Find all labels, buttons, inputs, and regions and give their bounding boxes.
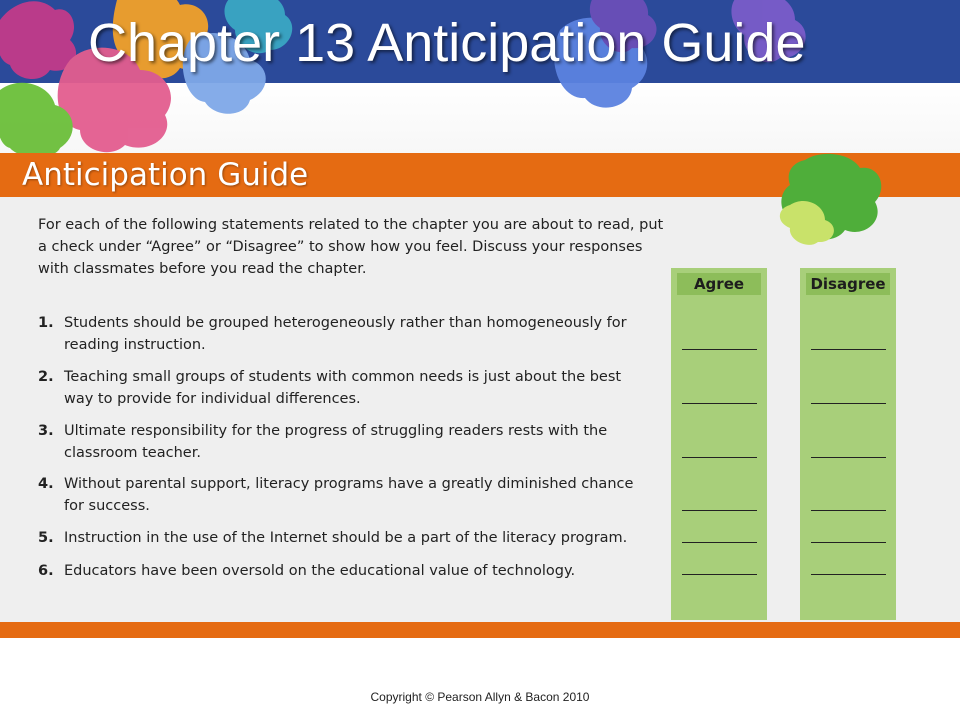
disagree-column-header: Disagree xyxy=(806,273,890,295)
agree-blank-3[interactable] xyxy=(682,457,757,458)
statement-item xyxy=(38,312,648,356)
disagree-blank-1[interactable] xyxy=(811,349,886,350)
disagree-blank-5[interactable] xyxy=(811,542,886,543)
statement-text: Without parental support, literacy programs have a greatly diminished chance for success. xyxy=(64,476,634,514)
intro-instructions: For each of the following statements related to the chapter you are about to read, put a check under “Agree” or “Disagree” to show how you feel. Discuss your responses with classmates before you read the chapter. xyxy=(38,217,664,277)
disagree-blank-4[interactable] xyxy=(811,510,886,511)
agree-column-header: Agree xyxy=(677,273,761,295)
statement-item xyxy=(38,473,648,517)
statement-number: 3. xyxy=(38,423,54,439)
corner-leaf-illustration xyxy=(770,150,890,245)
statement-item xyxy=(38,560,648,582)
copyright-notice: Copyright © Pearson Allyn & Bacon 2010 xyxy=(370,690,590,704)
disagree-blank-6[interactable] xyxy=(811,574,886,575)
statement-item xyxy=(38,366,648,410)
disagree-blank-3[interactable] xyxy=(811,457,886,458)
statement-text: Ultimate responsibility for the progress of struggling readers rests with the classroom teacher. xyxy=(64,423,608,461)
agree-column xyxy=(671,268,767,620)
agree-blank-4[interactable] xyxy=(682,510,757,511)
statement-text: Teaching small groups of students with common needs is just about the best way to provide for individual differences. xyxy=(64,369,622,407)
statement-number: 2. xyxy=(38,369,54,385)
agree-blank-2[interactable] xyxy=(682,403,757,404)
disagree-column xyxy=(800,268,896,620)
slide-title: Chapter 13 Anticipation Guide xyxy=(88,13,806,73)
statement-number: 1. xyxy=(38,315,54,331)
statement-text: Educators have been oversold on the educational value of technology. xyxy=(64,563,576,579)
statement-text: Instruction in the use of the Internet should be a part of the literacy program. xyxy=(64,530,628,546)
statement-number: 6. xyxy=(38,563,54,579)
statement-item xyxy=(38,420,648,464)
agree-blank-5[interactable] xyxy=(682,542,757,543)
statement-item xyxy=(38,527,648,549)
disagree-blank-2[interactable] xyxy=(811,403,886,404)
bottom-orange-bar xyxy=(0,622,960,638)
agree-blank-6[interactable] xyxy=(682,574,757,575)
agree-blank-1[interactable] xyxy=(682,349,757,350)
statement-text: Students should be grouped heterogeneously rather than homogeneously for reading instruction. xyxy=(64,315,627,353)
statement-number: 5. xyxy=(38,530,54,546)
statement-number: 4. xyxy=(38,476,54,492)
leaf-magenta xyxy=(0,1,76,79)
guide-banner-title: Anticipation Guide xyxy=(22,157,309,193)
